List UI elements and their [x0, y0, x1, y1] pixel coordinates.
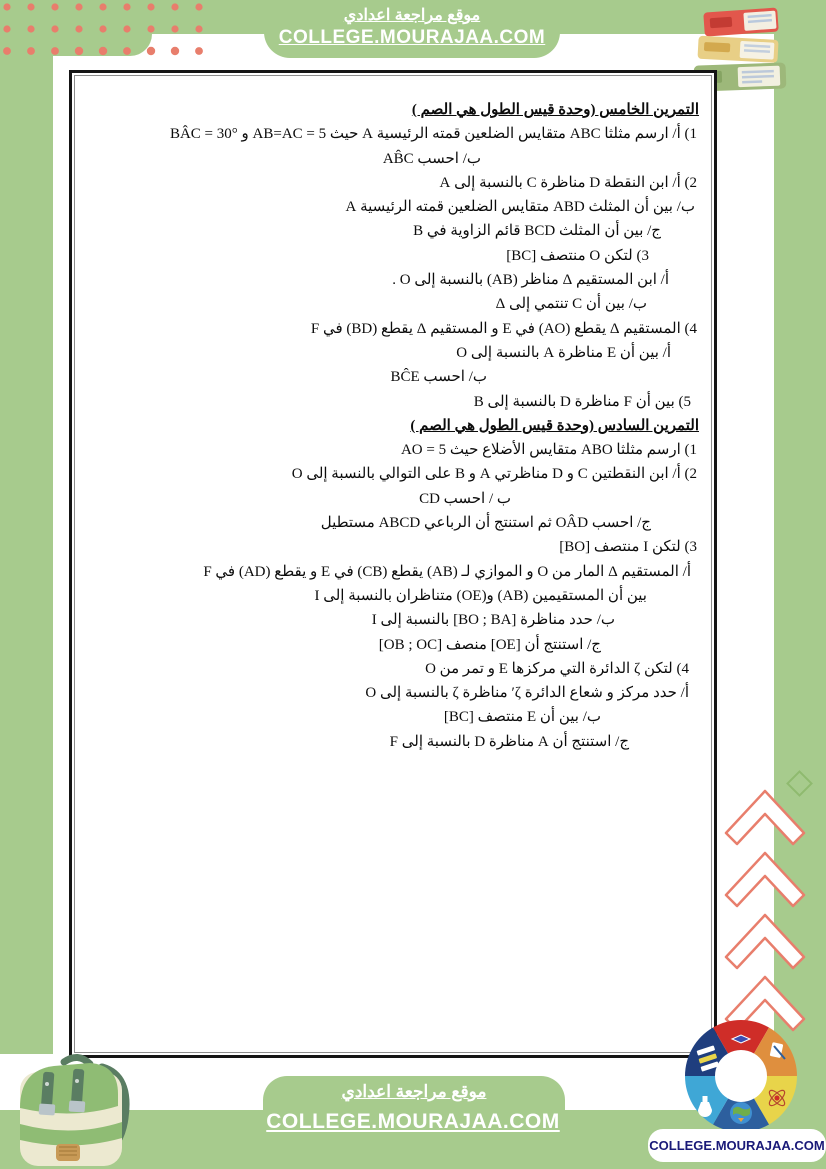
chevron-up-icon	[722, 849, 808, 911]
exercise5-title: التمرين الخامس (وحدة قيس الطول هي الصم )	[411, 102, 699, 118]
exercise6-line: ب/ حدد مناظرة [BO ; BA] بالنسبة إلى I	[371, 612, 615, 629]
exercise5-line: 2) أ/ ابن النقطة D مناظرة C بالنسبة إلى A	[439, 174, 697, 191]
chevron-up-icon	[722, 787, 808, 849]
left-green-strip	[0, 0, 53, 1054]
exercise5-line: ب/ احسب BĈE	[390, 369, 487, 386]
exercise5-line: 5) بين أن F مناظرة D بالنسبة إلى B	[473, 393, 691, 410]
exercise5-line: ب/ احسب AB̂C	[382, 150, 481, 167]
exercise6-line: ب/ بين أن E منتصف [BC]	[443, 709, 601, 726]
dots-pattern-icon	[0, 0, 218, 58]
exercise5-line: 1) أ/ ارسم مثلثا ABC متقايس الضلعين قمته الرئيسية A حيث AB=AC = 5 و BÂC = 30°	[169, 126, 697, 143]
chevron-up-icon	[722, 911, 808, 973]
exercise5-line: أ/ بين أن E مناظرة A بالنسبة إلى O	[456, 344, 671, 361]
exercise5-line: أ/ ابن المستقيم Δ مناظر (AB) بالنسبة إلى O .	[392, 272, 669, 289]
exercise6-line: بين أن المستقيمين (AB) و(OE) متناظران بالنسبة إلى I	[314, 587, 647, 604]
exercise5-line: ج/ بين أن المثلث BCD قائم الزاوية في B	[413, 223, 661, 240]
footer-site-title: موقع مراجعة اعدادي	[341, 1082, 487, 1101]
backpack-icon	[6, 1046, 148, 1169]
header-site-title: موقع مراجعة اعدادي	[343, 7, 481, 24]
exercise6-line: 3) لتكن I منتصف [BO]	[559, 539, 697, 556]
document-content	[72, 73, 714, 1055]
logo-caption-text: COLLEGE.MOURAJAA.COM	[649, 1138, 825, 1153]
header-badge	[264, 0, 560, 58]
exercise6-line: ج/ استنتج أن A مناظرة D بالنسبة إلى F	[389, 733, 629, 750]
document-page	[69, 70, 717, 1058]
exercise6-title: التمرين السادس (وحدة قيس الطول هي الصم )	[410, 417, 699, 434]
exercise5-line: ب/ بين أن C تنتمي إلى Δ	[495, 296, 647, 313]
exercise6-line: ج/ احسب OÂD ثم استنتج أن الرباعي ABCD مستطيل	[320, 515, 651, 532]
exercise6-line: 4) لتكن ζ الدائرة التي مركزها E و تمر من O	[425, 660, 689, 677]
exercise5-line: ب/ بين أن المثلث ABD متقايس الضلعين قمته الرئيسية A	[345, 199, 695, 216]
footer-site-url: COLLEGE.MOURAJAA.COM	[266, 1110, 560, 1133]
exercise6-line: 1) ارسم مثلثا ABO متقايس الأضلاع حيث AO = 5	[400, 442, 697, 459]
exercise6-line: 2) أ/ ابن النقطتين C و D مناظرتي A و B على التوالي بالنسبة إلى O	[291, 466, 697, 483]
exercise5-line: 4) المستقيم Δ يقطع (AO) في E و المستقيم Δ يقطع (BD) في F	[310, 320, 697, 337]
exercise5-line: 3) لتكن O منتصف [BC]	[506, 247, 649, 264]
exercise6-line: ب / احسب CD	[419, 490, 511, 507]
header-site-url: COLLEGE.MOURAJAA.COM	[278, 27, 546, 48]
exercise6-line: أ/ حدد مركز و شعاع الدائرة ζ′ مناظرة ζ بالنسبة إلى O	[365, 685, 689, 702]
exercise6-line: أ/ المستقيم Δ المار من O و الموازي لـ (AB) يقطع (CB) في E و يقطع (AD) في F	[203, 563, 691, 580]
exercise6-line: ج/ استنتج أن [OE] منصف [OB ; OC]	[378, 636, 601, 653]
